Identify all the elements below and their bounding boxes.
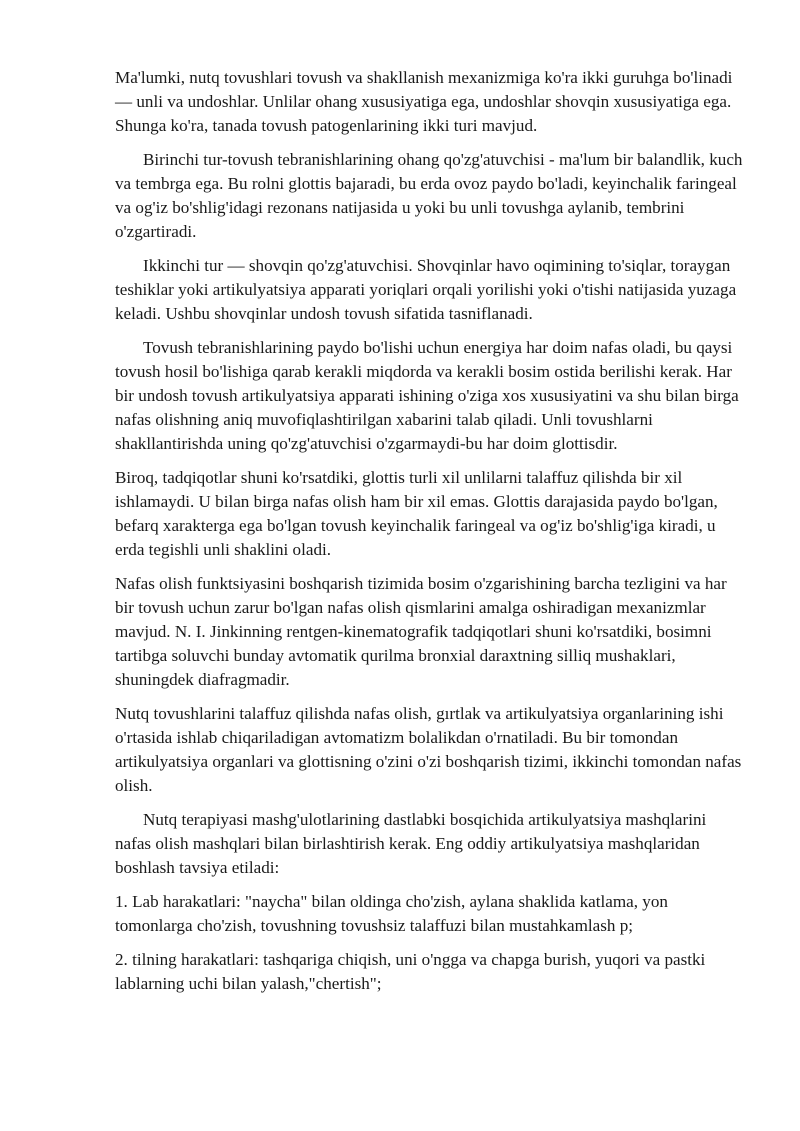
paragraph-7: Nutq tovushlarini talaffuz qilishda nafas olish, gırtlak va artikulyatsiya organlarining ishi o'rtasida ishlab chiqariladigan avtomatizm bolalikdan o'rnatiladi. Bu bir tomondan artikulyatsiya organlari va glottisning o'zini o'zi boshqarish tizimi, ikkinchi tomondan nafas olish. [115,704,742,795]
list-item-2: 2. tilning harakatlari: tashqariga chiqish, uni o'ngga va chapga burish, yuqori va pastki lablarning uchi bilan yalash,"chertish"; [115,950,706,993]
paragraph-6: Nafas olish funktsiyasini boshqarish tizimida bosim o'zgarishining barcha tezligini va har bir tovush uchun zarur bo'lgan nafas olish qismlarini amalga oshiradigan mexanizmlar mavjud. N. I. Jinkinning rentgen-kinematografik tadqiqotlari shuni ko'rsatdiki, bosimni tartibga soluvchi bunday avtomatik qurilma bronxial daraxtning silliq mushaklari, shuningdek diafragmadir. [115,574,727,689]
paragraph-1: Ma'lumki, nutq tovushlari tovush va shakllanish mexanizmiga ko'ra ikki guruhga bo'linadi — unli va undoshlar. Unlilar ohang xususiyatiga ega, undoshlar shovqin xususiyatiga ega. Shunga ko'ra, tanada tovush patogenlarining ikki turi mavjud. [115,68,733,135]
document-page [115,66,745,1006]
paragraph-2: Birinchi tur-tovush tebranishlarining ohang qo'zg'atuvchisi - ma'lum bir balandlik, kuch va tembrga ega. Bu rolni glottis bajaradi, bu erda ovoz paydo bo'ladi, keyinchalik faringeal va og'iz bo'shlig'idagi rezonans natijasida u yoki bu unli tovushga aylanib, tembrini o'zgartiradi. [115,150,743,241]
paragraph-5: Biroq, tadqiqotlar shuni ko'rsatdiki, glottis turli xil unlilarni talaffuz qilishda bir xil ishlamaydi. U bilan birga nafas olish ham bir xil emas. Glottis darajasida paydo bo'lgan, befarq xarakterga ega bo'lgan tovush keyinchalik faringeal va og'iz bo'shlig'iga kiradi, u erda tegishli unli shaklini oladi. [115,468,718,559]
paragraph-4: Tovush tebranishlarining paydo bo'lishi uchun energiya har doim nafas oladi, bu qaysi tovush hosil bo'lishiga qarab kerakli miqdorda va kerakli bosim ostida berilishi kerak. Har bir undosh tovush artikulyatsiya apparati ishining o'ziga xos xususiyatini va shu bilan birga nafas olishning aniq muvofiqlashtirilgan xabarini talab qiladi. Unli tovushlarni shakllantirishda uning qo'zg'atuvchisi o'zgarmaydi-bu har doim glottisdir. [115,338,739,453]
paragraph-3: Ikkinchi tur — shovqin qo'zg'atuvchisi. Shovqinlar havo oqimining to'siqlar, toraygan teshiklar yoki artikulyatsiya apparati yoriqlari orqali yorilishi yoki o'tishi natijasida yuzaga keladi. Ushbu shovqinlar undosh tovush sifatida tasniflanadi. [115,256,737,323]
list-item-1: 1. Lab harakatlari: "naycha" bilan oldinga cho'zish, aylana shaklida katlama, yon tomonlarga cho'zish, tovushning tovushsiz talaffuzi bilan mustahkamlash p; [115,892,668,935]
paragraph-8: Nutq terapiyasi mashg'ulotlarining dastlabki bosqichida artikulyatsiya mashqlarini nafas olish mashqlari bilan birlashtirish kerak. Eng oddiy artikulyatsiya mashqlaridan boshlash tavsiya etiladi: [115,810,707,877]
